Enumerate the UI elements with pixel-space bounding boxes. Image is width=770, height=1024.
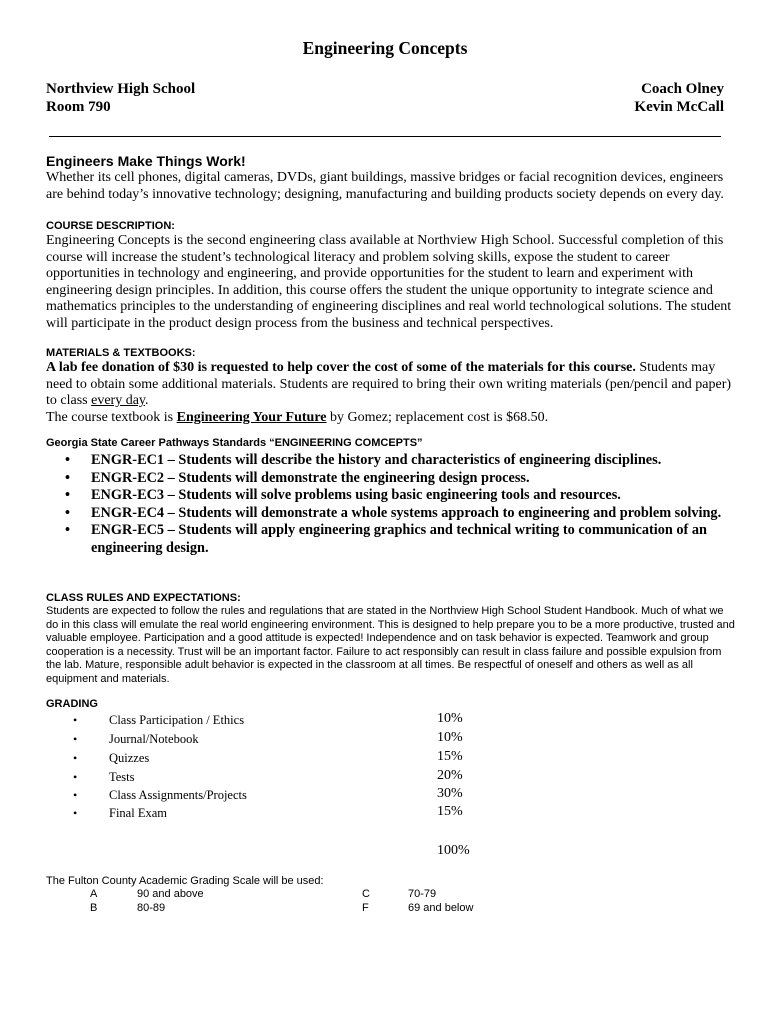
scale-grade: C (362, 888, 370, 900)
bullet-icon: • (73, 732, 78, 746)
scale-grade: F (362, 902, 369, 914)
coach-name: Coach Olney (641, 81, 724, 97)
scale-range: 69 and below (408, 902, 474, 914)
bullet-icon: • (65, 487, 71, 503)
grading-item-name: Journal/Notebook (109, 732, 199, 746)
class-rules-text: Students are expected to follow the rules and regulations that are stated in the Northview High School Student Handbook. Much of what we do in this class will emulate the real world engineering environment. This is designed to help prepare you to be a more productive, trusted and valuable employee. Participation and a good attitude is expected! Independence and on task behavior is expected. Teamwork and group cooperation is a necessity. Trust will be an important factor. Failure to act responsibly can result in class failure and possible expulsion from the lab. Mature, responsible adult behavior is expected in the classroom at all times. Be respectful of oneself and others as well as all equipment and materials. (46, 605, 735, 685)
grading-row (0, 751, 770, 769)
standard-item: • ENGR-EC4 – Students will demonstrate a whole systems approach to engineering and problem solving. (65, 504, 722, 521)
standard-item: • ENGR-EC3 – Students will solve problems using basic engineering tools and resources. (65, 487, 621, 503)
textbook-line (46, 410, 736, 427)
bullet-icon: • (65, 452, 71, 468)
grading-row (0, 770, 770, 788)
intro-heading: Engineers Make Things Work! (46, 153, 246, 169)
materials-heading: MATERIALS & TEXTBOOKS: (46, 347, 196, 359)
standards-heading: Georgia State Career Pathways Standards “ENGINEERING COMCEPTS” (46, 437, 423, 449)
grading-row (0, 732, 770, 750)
grading-item-name: Final Exam (109, 806, 167, 820)
bullet-icon: • (65, 504, 71, 521)
standard-item: • ENGR-EC1 – Students will describe the history and characteristics of engineering disciplines. (65, 452, 662, 468)
textbook-pre: The course textbook is (46, 409, 177, 425)
grading-row (0, 806, 770, 824)
header-left (46, 80, 195, 116)
page-title: Engineering Concepts (302, 38, 468, 58)
bullet-icon: • (73, 806, 78, 820)
header-right (634, 80, 724, 116)
materials-text (46, 360, 736, 410)
bullet-icon: • (73, 770, 78, 784)
grading-item-name: Tests (109, 770, 135, 784)
grading-row (0, 788, 770, 806)
grading-item-pct: 15% (437, 804, 463, 819)
grading-item-pct: 30% (437, 786, 463, 801)
scale-grade: A (90, 888, 98, 900)
grading-item-name: Class Participation / Ethics (109, 713, 245, 727)
bullet-icon: • (73, 788, 78, 802)
class-rules-section (46, 591, 736, 687)
scale-range: 70-79 (408, 888, 437, 900)
intro-section (46, 153, 736, 203)
bullet-icon: • (73, 751, 78, 765)
grading-item-pct: 20% (437, 768, 463, 783)
grading-item-pct: 15% (437, 749, 463, 764)
scale-range: 80-89 (137, 902, 166, 914)
grading-heading: GRADING (46, 698, 98, 710)
grading-item-pct: 10% (437, 730, 463, 745)
standards-list (60, 452, 740, 557)
school-name: Northview High School (46, 81, 196, 97)
teacher-name: Kevin McCall (634, 99, 724, 115)
bullet-icon: • (65, 469, 71, 486)
bullet-icon: • (65, 522, 71, 538)
course-description-section (46, 219, 736, 333)
lab-fee-text: A lab fee donation of $30 is requested to help cover the cost of some of the materials for this course. (46, 360, 636, 375)
intro-text: Whether its cell phones, digital cameras, DVDs, giant buildings, massive bridges or facial recognition devices, engineers are behind today’s innovative technology; designing, manufacturing and building products society depends on every day. (46, 170, 724, 202)
grading-item-name: Quizzes (109, 751, 150, 765)
materials-section (46, 346, 736, 426)
grading-total-row (0, 843, 770, 861)
grading-total: 100% (437, 843, 470, 858)
standard-item: • ENGR-EC2 – Students will demonstrate the engineering design process. (65, 469, 530, 486)
textbook-title: Engineering Your Future (176, 409, 327, 425)
scale-range: 90 and above (137, 888, 204, 900)
textbook-post: by Gomez; replacement cost is $68.50. (326, 409, 549, 425)
grading-row (0, 713, 770, 731)
course-description-text: Engineering Concepts is the second engineering class available at Northview High School. Successful completion of this course will increase the student’s technological literacy and problem solving skills, expose the student to career opportunities in technology and engineering, and provide opportunities for the student to learn and experiment with engineering design principles. In addition, this course offers the student the unique opportunity to integrate science and mathematics principles to the understanding of engineering disciplines and real world technological solutions. The student will participate in the product design process from the business and technical perspectives. (46, 233, 732, 331)
standard-item: • ENGR-EC5 – Students will apply engineering graphics and technical writing to communication of an engineering design. (65, 522, 707, 556)
course-description-heading: COURSE DESCRIPTION: (46, 220, 175, 232)
standards-heading-block (46, 436, 736, 450)
header-divider (49, 136, 721, 137)
grading-item-name: Class Assignments/Projects (109, 788, 247, 802)
materials-end: . (145, 393, 149, 409)
grading-item-pct: 10% (437, 711, 463, 726)
scale-heading: The Fulton County Academic Grading Scale will be used: (46, 875, 324, 887)
bullet-icon: • (73, 713, 78, 727)
materials-body: Students may need to obtain some additional materials. Students are required to bring their own writing materials (pen/pencil and paper) to class (46, 360, 732, 409)
grading-heading-block (46, 697, 736, 711)
room-number: Room 790 (46, 99, 111, 115)
scale-grade: B (90, 902, 98, 914)
class-rules-heading: CLASS RULES AND EXPECTATIONS: (46, 592, 241, 604)
every-day-text: every day (91, 393, 146, 409)
